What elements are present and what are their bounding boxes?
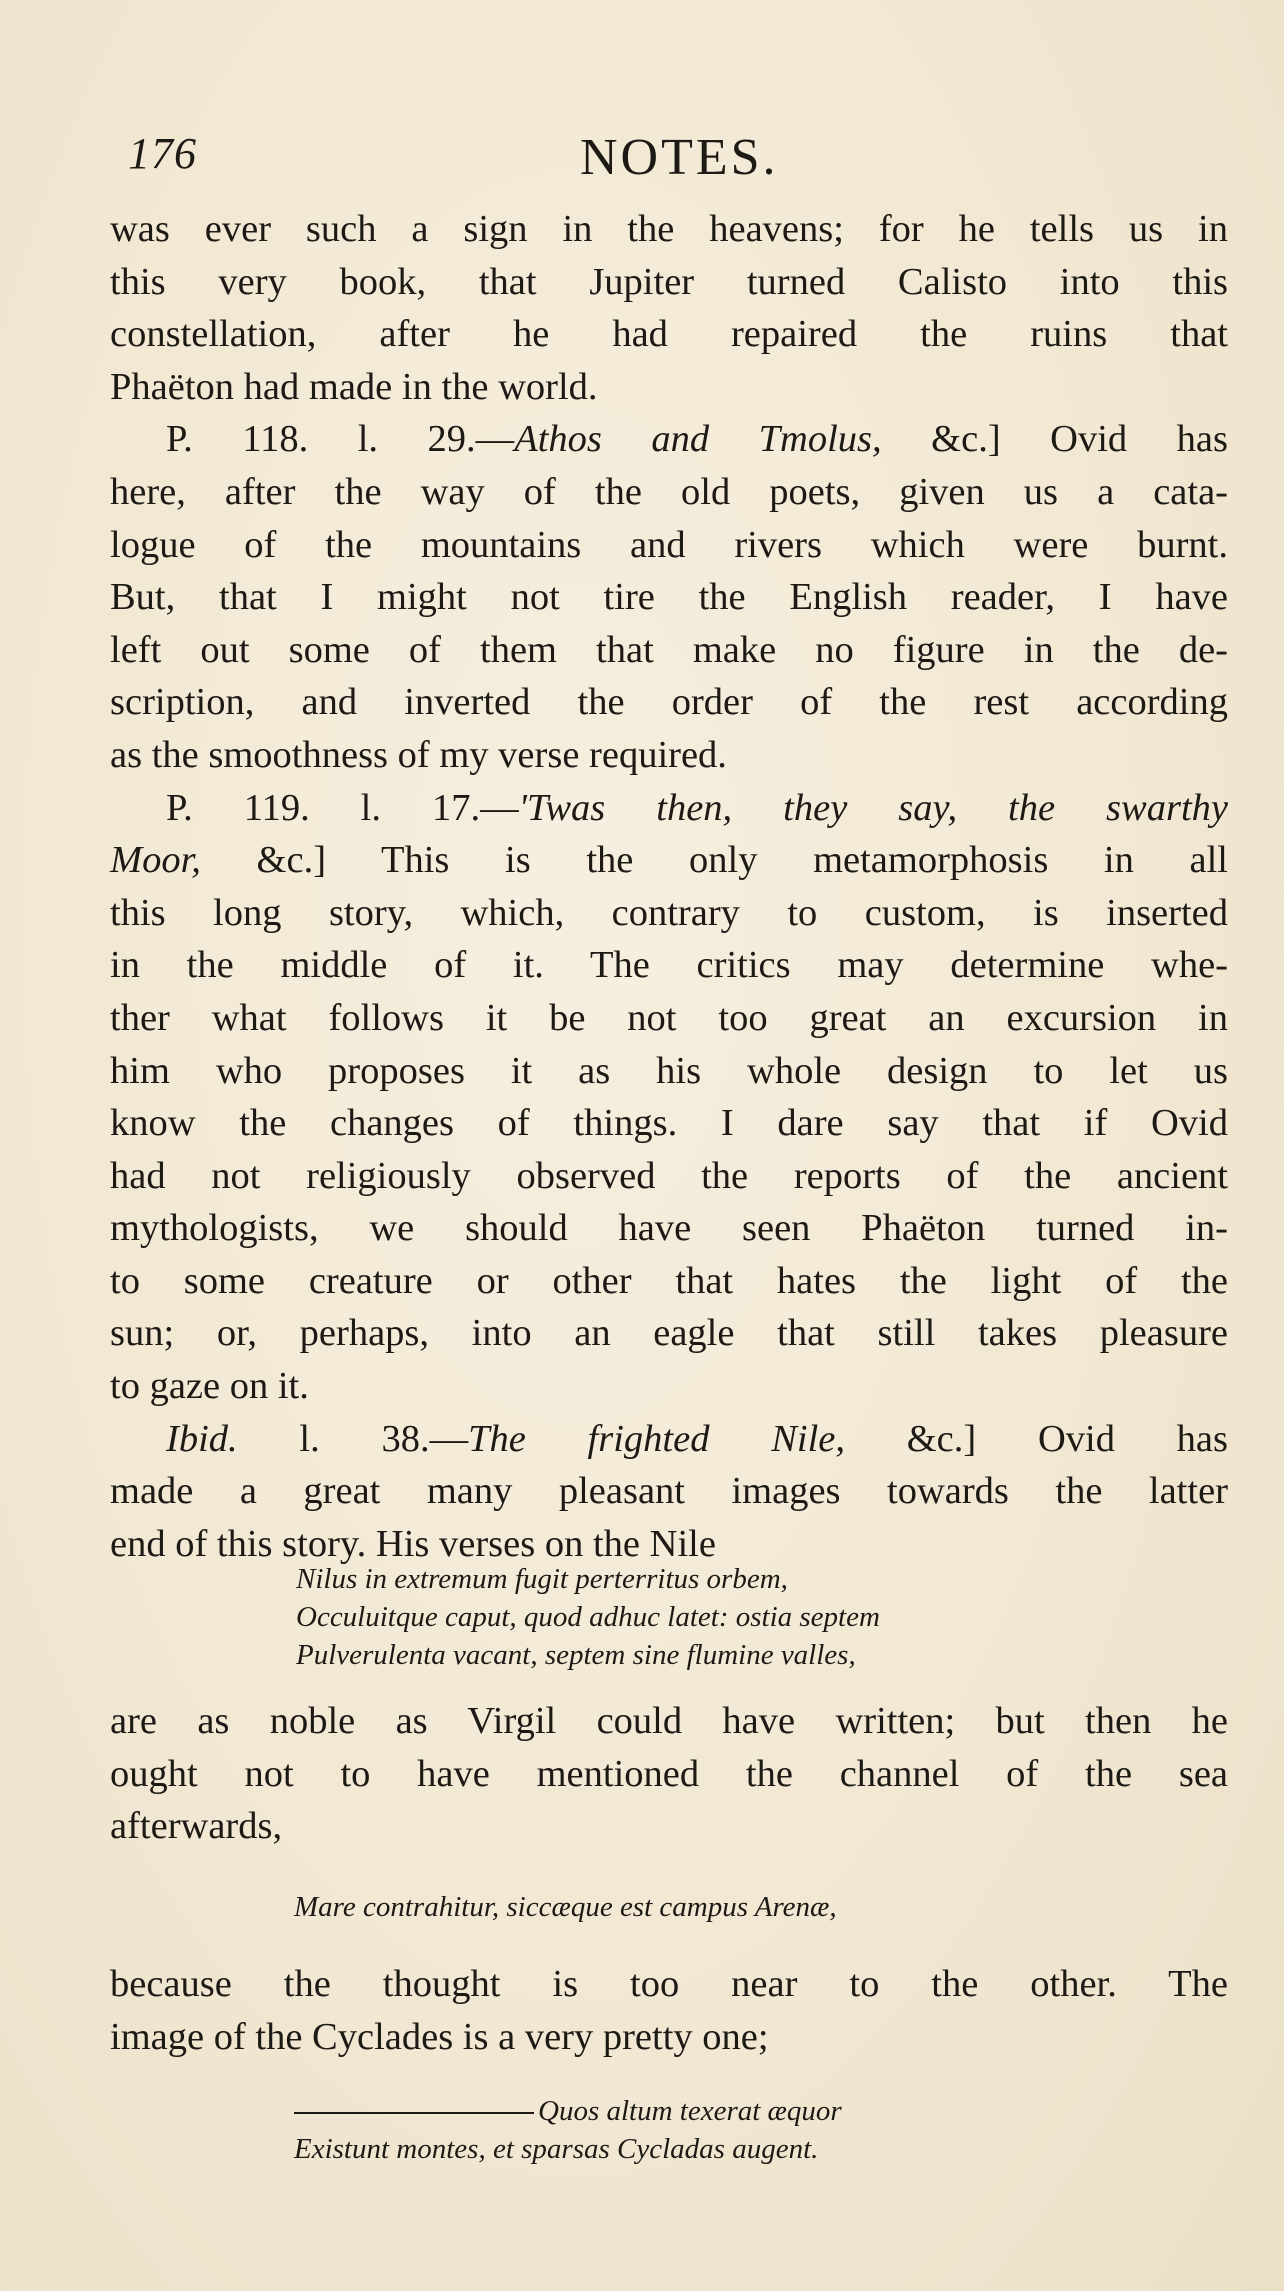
latin-quotation	[110, 2092, 1228, 2168]
text-line: logue of the mountains and rivers which were burnt.	[110, 523, 1228, 566]
note-reference-line	[110, 782, 1228, 835]
text-line: ther what follows it be not too great an excursion in	[110, 996, 1228, 1039]
quotation-line: Mare contrahitur, siccæque est campus Arenæ,	[294, 1891, 837, 1923]
text-line: ought not to have mentioned the channel of the sea	[110, 1752, 1228, 1795]
page-header	[110, 128, 1240, 188]
note-reference: P. 119. l. 17.—	[166, 786, 519, 829]
text-line: as the smoothness of my verse required.	[110, 733, 727, 776]
text-line	[110, 834, 1228, 887]
note-reference-tail: &c.] This is the only metamorphosis in all	[200, 839, 1228, 882]
note-reference-line	[110, 413, 1228, 466]
text-line: left out some of them that make no figure in the de-	[110, 628, 1228, 671]
text-line: image of the Cyclades is a very pretty one;	[110, 2015, 769, 2058]
quotation-line: Nilus in extremum fugit perterritus orbem,	[296, 1563, 788, 1595]
note-quoted-title: The frighted Nile,	[468, 1417, 845, 1460]
latin-quotation	[110, 1888, 1228, 1926]
quotation-line	[294, 2092, 1228, 2130]
text-line: But, that I might not tire the English reader, I have	[110, 576, 1228, 619]
note-reference-tail: &c.] Ovid has	[845, 1417, 1228, 1460]
text-line: because the thought is too near to the other. The	[110, 1963, 1228, 2005]
quotation-line: Pulverulenta vacant, septem sine flumine valles,	[296, 1639, 856, 1671]
dash-rule	[294, 2112, 534, 2114]
note-reference-ibid: Ibid.	[166, 1417, 238, 1460]
text-line: here, after the way of the old poets, given us a cata-	[110, 470, 1228, 513]
running-title: NOTES.	[580, 129, 779, 186]
text-line: end of this story. His verses on the Nile	[110, 1522, 716, 1565]
text-line: scription, and inverted the order of the rest according	[110, 681, 1228, 724]
text-line: him who proposes it as his whole design to let us	[110, 1049, 1228, 1092]
text-line: in the middle of it. The critics may determine whe-	[110, 944, 1228, 987]
quotation-text: Quos altum texerat æquor	[538, 2095, 842, 2127]
text-line: to gaze on it.	[110, 1365, 309, 1408]
notes-text	[110, 203, 1228, 1570]
note-reference: l. 38.—	[237, 1417, 469, 1460]
text-line: sun; or, perhaps, into an eagle that still takes pleasure	[110, 1312, 1228, 1355]
notes-text-continued	[110, 1695, 1228, 1853]
quotation-line: Existunt montes, et sparsas Cycladas augent.	[294, 2133, 819, 2165]
text-line: know the changes of things. I dare say that if Ovid	[110, 1102, 1228, 1145]
notes-text-continued	[110, 1958, 1228, 2063]
text-line: was ever such a sign in the heavens; for he tells us in	[110, 208, 1228, 250]
note-quoted-title-cont: Moor,	[110, 839, 201, 882]
note-reference: P. 118. l. 29.—	[166, 418, 515, 461]
text-line: Phaëton had made in the world.	[110, 365, 598, 408]
page-number: 176	[128, 129, 197, 178]
text-line: constellation, after he had repaired the ruins that	[110, 313, 1228, 356]
note-reference-line	[110, 1413, 1228, 1466]
text-line: this very book, that Jupiter turned Calisto into this	[110, 260, 1228, 303]
text-line: this long story, which, contrary to custom, is inserted	[110, 891, 1228, 934]
text-line: afterwards,	[110, 1805, 283, 1848]
note-reference-tail: &c.] Ovid has	[881, 418, 1228, 461]
text-line: made a great many pleasant images towards the latter	[110, 1470, 1228, 1513]
text-line: are as noble as Virgil could have written; but then he	[110, 1700, 1228, 1742]
latin-quotation	[110, 1560, 1228, 1674]
note-quoted-title: 'Twas then, they say, the swarthy	[518, 786, 1228, 829]
note-quoted-title: Athos and Tmolus,	[514, 418, 882, 461]
text-line: had not religiously observed the reports of the ancient	[110, 1154, 1228, 1197]
text-line: mythologists, we should have seen Phaëton turned in-	[110, 1207, 1228, 1250]
text-line: to some creature or other that hates the light of the	[110, 1259, 1228, 1302]
quotation-line: Occuluitque caput, quod adhuc latet: ostia septem	[296, 1601, 880, 1633]
